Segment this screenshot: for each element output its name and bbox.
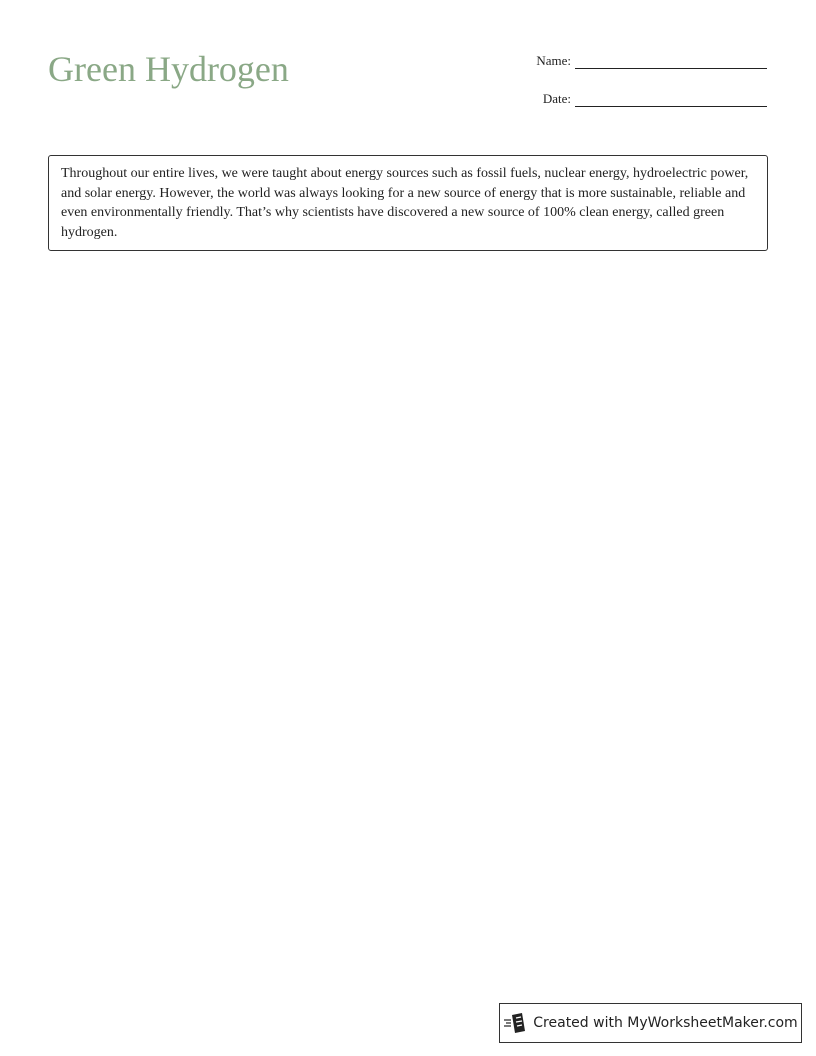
date-line[interactable] bbox=[575, 90, 767, 107]
page-title: Green Hydrogen bbox=[48, 49, 289, 89]
name-field bbox=[536, 52, 767, 69]
date-field bbox=[543, 90, 767, 107]
badge-text: Created with MyWorksheetMaker.com bbox=[533, 1015, 798, 1031]
name-line[interactable] bbox=[575, 52, 767, 69]
worksheet-logo-icon bbox=[503, 1012, 527, 1034]
date-label: Date: bbox=[542, 91, 571, 106]
intro-box: Throughout our entire lives, we were taught about energy sources such as fossil fuels, nuclear energy, hydroelectric power, and solar energy. However, the world was always looking for a new source of energy that is more sustainable, reliable and even environmentally friendly. That’s why scientists have discovered a new source of 100% clean energy, called green hydrogen. bbox=[48, 155, 768, 251]
name-label: Name: bbox=[536, 53, 571, 68]
created-with-badge[interactable] bbox=[499, 1003, 802, 1043]
